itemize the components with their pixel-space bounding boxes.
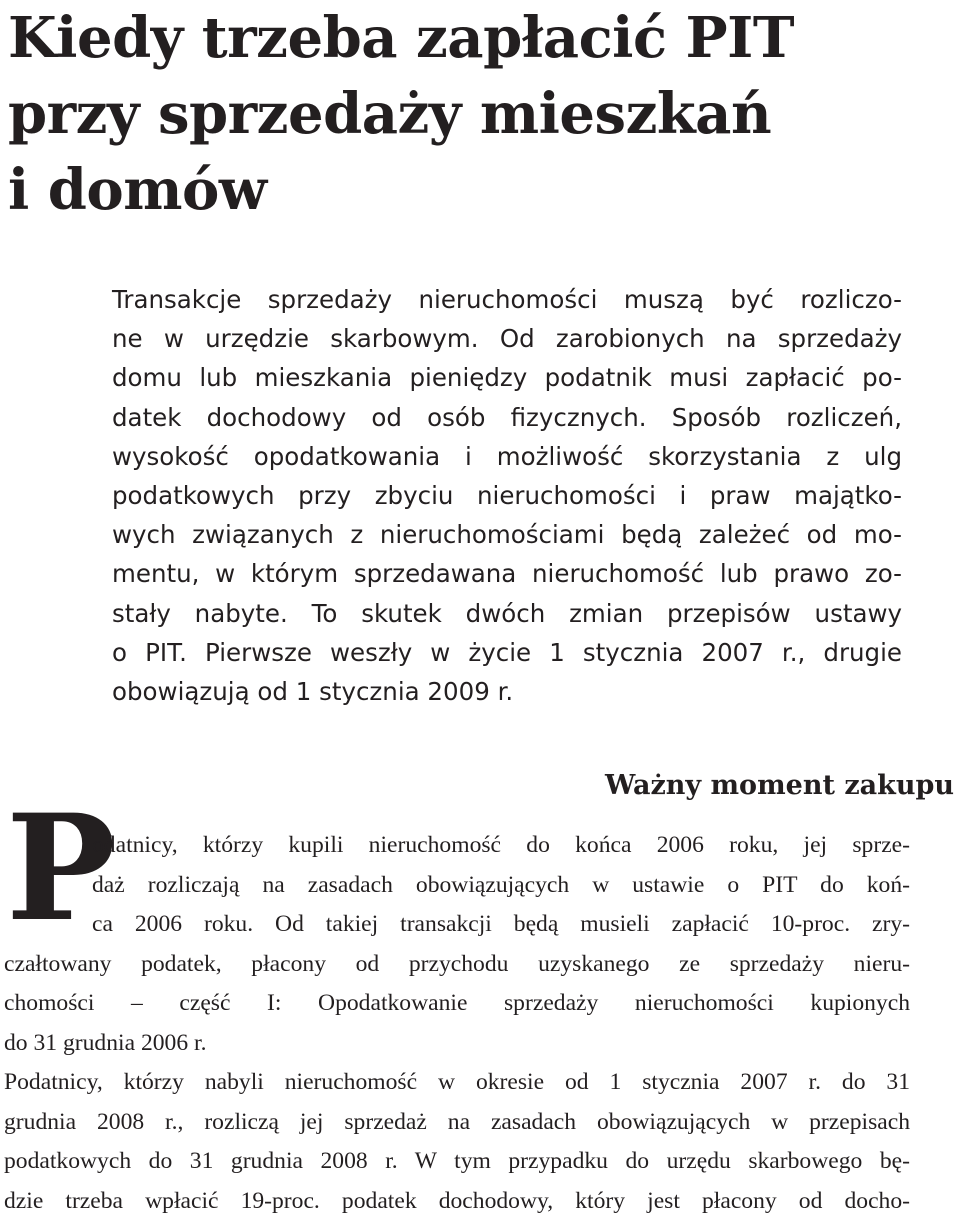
section-heading: Ważny moment zakupu bbox=[605, 766, 954, 806]
lead-line: mentu, w którym sprzedawana nieruchomość lub prawo zo- bbox=[112, 554, 902, 593]
body-line: czałtowany podatek, płacony od przychodu uzyskanego ze sprzedaży nieru- bbox=[4, 945, 910, 985]
body-line: do 31 grudnia 2006 r. bbox=[4, 1024, 910, 1064]
section-body bbox=[4, 826, 910, 1221]
title-line: przy sprzedaży mieszkań bbox=[8, 76, 948, 152]
lead-line: datek dochodowy od osób fizycznych. Sposób rozliczeń, bbox=[112, 398, 902, 437]
body-line: odatnicy, którzy kupili nieruchomość do końca 2006 roku, jej sprze- bbox=[4, 826, 910, 866]
lead-line: obowiązują od 1 stycznia 2009 r. bbox=[112, 672, 902, 711]
body-line: Podatnicy, którzy nabyli nieruchomość w okresie od 1 stycznia 2007 r. do 31 bbox=[4, 1063, 910, 1103]
body-line: grudnia 2008 r., rozliczą jej sprzedaż na zasadach obowiązujących w przepisach bbox=[4, 1103, 910, 1143]
body-line: ca 2006 roku. Od takiej transakcji będą musieli zapłacić 10-proc. zry- bbox=[4, 905, 910, 945]
drop-cap: P bbox=[6, 796, 116, 942]
lead-line: ne w urzędzie skarbowym. Od zarobionych na sprzedaży bbox=[112, 319, 902, 358]
lead-line: wych związanych z nieruchomościami będą zależeć od mo- bbox=[112, 515, 902, 554]
lead-line: stały nabyte. To skutek dwóch zmian przepisów ustawy bbox=[112, 594, 902, 633]
lead-line: o PIT. Pierwsze weszły w życie 1 stycznia 2007 r., drugie bbox=[112, 633, 902, 672]
lead-line: domu lub mieszkania pieniędzy podatnik musi zapłacić po- bbox=[112, 358, 902, 397]
body-line: dzie trzeba wpłacić 19-proc. podatek dochodowy, który jest płacony od docho- bbox=[4, 1182, 910, 1221]
lead-line: Transakcje sprzedaży nieruchomości muszą być rozliczo- bbox=[112, 280, 902, 319]
article-title bbox=[8, 0, 948, 228]
title-line: Kiedy trzeba zapłacić PIT bbox=[8, 0, 948, 76]
lead-line: podatkowych przy zbyciu nieruchomości i praw majątko- bbox=[112, 476, 902, 515]
title-line: i domów bbox=[8, 152, 948, 228]
lead-paragraph bbox=[112, 280, 902, 711]
lead-line: wysokość opodatkowania i możliwość skorzystania z ulg bbox=[112, 437, 902, 476]
body-line: daż rozliczają na zasadach obowiązujących w ustawie o PIT do koń- bbox=[4, 866, 910, 906]
body-line: podatkowych do 31 grudnia 2008 r. W tym przypadku do urzędu skarbowego bę- bbox=[4, 1142, 910, 1182]
body-line: chomości – część I: Opodatkowanie sprzedaży nieruchomości kupionych bbox=[4, 984, 910, 1024]
